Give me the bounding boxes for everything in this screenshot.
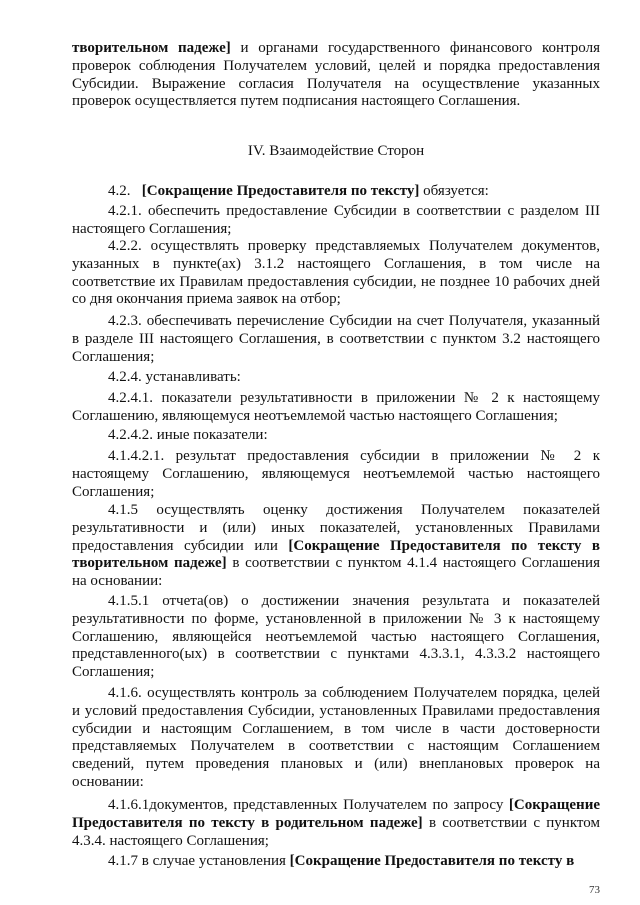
paragraph-text: 4.2.4. устанавливать: — [108, 369, 241, 385]
paragraph-4-2-4 — [72, 369, 600, 387]
paragraph-4-1-5-1 — [72, 593, 600, 682]
paragraph-text: 4.1.6. осуществлять контроль за соблюдением Получателем порядка, целей и условий предоставления Субсидии, установленных Правилами предоставления субсидии и настоящим Соглашением, в том числе в части достоверности представляемых Получателем в соответствии с настоящим Соглашением сведений, путем проведения плановых и (или) внеплановых проверок на основании: — [72, 685, 600, 790]
paragraph-text: 4.1.6.1документов, представленных Получателем по запросу — [108, 797, 509, 813]
paragraph-4-1-5 — [72, 502, 600, 591]
paragraph-text: 4.1.5 осуществлять оценку достижения Получателем показателей результативности и (или) иных показателей, установленных Правилами предоставления субсидии или — [72, 502, 600, 554]
paragraph-4-1-4-2-1 — [72, 448, 600, 501]
paragraph-4-2-2 — [72, 238, 600, 309]
paragraph-intro — [72, 40, 600, 111]
paragraph-text: 4.1.7 в случае установления — [108, 853, 290, 869]
bold-placeholder: творительном падеже] — [72, 40, 231, 56]
paragraph-text: 4.1.5.1 отчета(ов) о достижении значения результата и показателей результативности по форме, установленной в приложении № 3 к настоящему Соглашению, являющейся неотъемлемой частью настоящего Соглашения, представленного(ых) в соответствии с пунктами 4.3.3.1, 4.3.3.2 настоящего Соглашения; — [72, 593, 600, 681]
paragraph-4-2-4-2 — [72, 427, 600, 445]
paragraph-4-2-4-1 — [72, 390, 600, 426]
paragraph-4-1-7 — [72, 853, 600, 871]
paragraph-text: 4.2.1. обеспечить предоставление Субсидии в соответствии с разделом III настоящего Соглашения; — [72, 203, 600, 237]
paragraph-text: обязуется: — [419, 183, 489, 199]
paragraph-4-1-6 — [72, 685, 600, 792]
paragraph-text: и органами государственного финансового контроля проверок соблюдения Получателем условий, целей и порядка предоставления Субсидии. Выражение согласия Получателя на осуществление указанных проверок осуществляется путем подписания настоящего Соглашения. — [72, 40, 600, 110]
paragraph-4-2-3 — [72, 313, 600, 366]
paragraph-text: 4.2.4.1. показатели результативности в приложении № 2 к настоящему Соглашению, являющемуся неотъемлемой частью настоящего Соглашения; — [72, 390, 600, 424]
bold-placeholder: [Сокращение Предоставителя по тексту в творительном падеже] — [72, 537, 600, 572]
clause-number: 4.2. — [108, 183, 142, 199]
bold-placeholder: [Сокращение Предоставителя по тексту в — [289, 853, 575, 869]
paragraph-text: 4.1.4.2.1. результат предоставления субсидии в приложении № 2 к настоящему Соглашению, являющемуся неотъемлемой частью настоящего Соглашения; — [72, 448, 600, 500]
paragraph-4-1-6-1 — [72, 797, 600, 850]
paragraph-text: в соответствии с пунктом 4.3.4. настоящего Соглашения; — [72, 814, 600, 849]
section-heading: IV. Взаимодействие Сторон — [247, 143, 425, 159]
paragraph-text: 4.2.3. обеспечивать перечисление Субсидии на счет Получателя, указанный в разделе III настоящего Соглашения, в соответствии с пунктом 3.2 настоящего Соглашения; — [72, 313, 600, 365]
paragraph-text: в соответствии с пунктом 4.1.4 настоящего Соглашения на основании: — [72, 555, 600, 590]
paragraph-4-2-1 — [72, 203, 600, 239]
page-number: 73 — [589, 884, 600, 896]
bold-placeholder: [Сокращение Предоставителя по тексту в родительном падеже] — [72, 797, 600, 831]
bold-placeholder: [Сокращение Предоставителя по тексту] — [141, 183, 420, 199]
paragraph-text: 4.2.2. осуществлять проверку представляемых Получателем документов, указанных в пункте(ах) 3.1.2 настоящего Соглашения, в том числе на соответствие их Правилам предоставления субсидии, не позднее 10 рабочих дней со дня окончания приема заявок на отбор; — [72, 238, 600, 308]
paragraph-text: 4.2.4.2. иные показатели: — [108, 427, 268, 443]
paragraph-4-2 — [72, 183, 600, 201]
